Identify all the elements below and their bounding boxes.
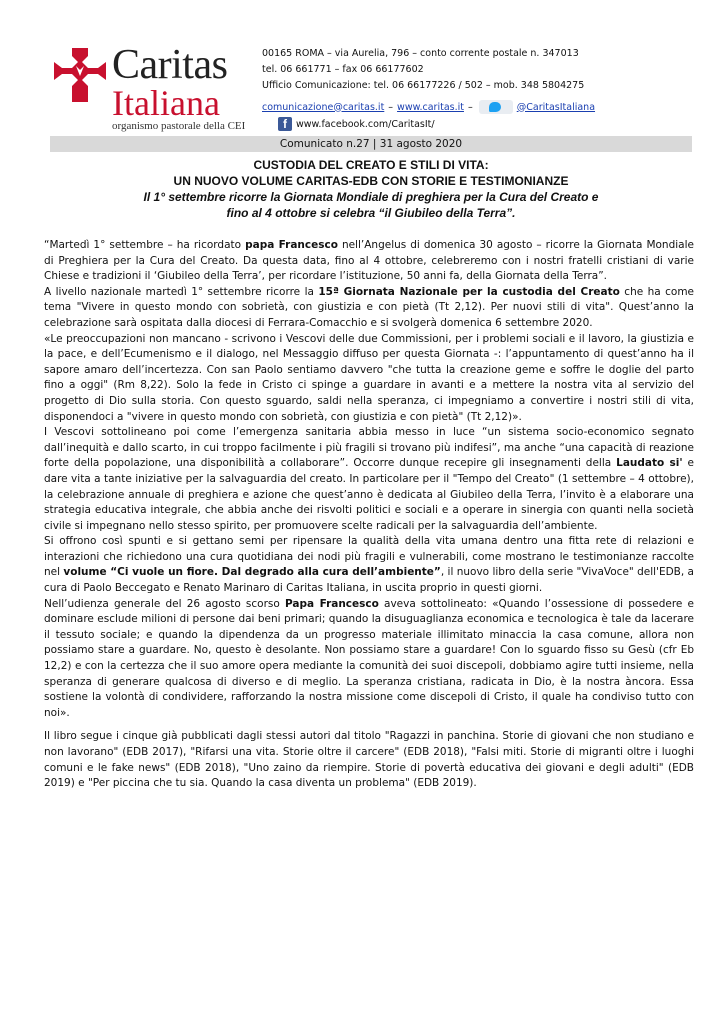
address-line: 00165 ROMA – via Aurelia, 796 – conto corrente postale n. 347013 <box>262 48 579 59</box>
logo-subname: Italiana <box>112 83 220 123</box>
caritas-cross-icon <box>52 46 108 104</box>
subtitle-line-2: fino al 4 ottobre si celebra “il Giubileo della Terra”. <box>226 206 516 220</box>
paragraph: “Martedì 1° settembre – ha ricordato papa Francesco nell’Angelus di domenica 30 agosto – ricorre la Giornata Mondiale di Preghiera per la Cura del Creato. Da questa data, fino al 4 ottobre, celebreremo con i nostri fratelli cristiani di varie Chiese e tradizioni il ‘Giubileo della Terra’, per ricordare l’istituzione, 50 anni fa, della Giornata della Terra”. <box>44 239 694 283</box>
phone-line: tel. 06 661771 – fax 06 66177602 <box>262 64 424 75</box>
website-link[interactable]: www.caritas.it <box>397 101 464 113</box>
email-link[interactable]: comunicazione@caritas.it <box>262 101 385 113</box>
paragraph: Si offrono così spunti e si gettano semi per ripensare la qualità della vita umana dentro una fitta rete di relazioni e interazioni che richiedono una cura quotidiana dei nodi più fragili e vulnerabili, come mostrano le testimonianze raccolte nel volume “Ci vuole un fiore. Dal degrado alla cura dell’ambiente”, il nuovo libro della serie "VivaVoce" dell'EDB, a cura di Paolo Beccegato e Renato Marinaro di Caritas Italiana, in uscita proprio in questi giorni. <box>44 535 694 595</box>
facebook-link[interactable]: www.facebook.com/CaritasIt/ <box>296 118 435 130</box>
links-row <box>262 100 595 114</box>
headline-block <box>50 157 692 221</box>
subtitle-line-1: Il 1° settembre ricorre la Giornata Mondiale di preghiera per la Cura del Creato e <box>143 190 599 204</box>
contact-block <box>262 46 702 94</box>
facebook-icon[interactable]: f <box>278 117 292 131</box>
twitter-link[interactable]: @CaritasItaliana <box>516 101 596 113</box>
paragraph: Nell’udienza generale del 26 agosto scorso Papa Francesco aveva sottolineato: «Quando l’ossessione di possedere e dominare esclude milioni di persone dai beni primari; quando la disuguaglianza economica e tecnologica è tale da lacerare il tessuto sociale; e quando la dipendenza da un progresso materiale illimitato minaccia la casa comune, allora non possiamo stare a guardare. No, questo è desolante. Non possiamo stare a guardare! Con lo sguardo fisso su Gesù (cfr Eb 12,2) e con la certezza che il suo amore opera mediante la comunità dei suoi discepoli, dobbiamo agire tutti insieme, nella speranza di generare qualcosa di diverso e di meglio. La speranza cristiana, radicata in Dio, è la nostra àncora. Essa sostiene la volontà di condividere, rafforzando la nostra missione come discepoli di Cristo, il quale ha condiviso tutto con noi». <box>44 597 694 719</box>
caritas-logo <box>52 42 257 134</box>
separator: – <box>388 101 394 113</box>
article-body <box>44 238 694 792</box>
twitter-icon[interactable] <box>479 100 513 114</box>
logo-tagline: organismo pastorale della CEI <box>112 120 246 132</box>
logo-name: Caritas <box>112 42 228 88</box>
office-line: Ufficio Comunicazione: tel. 06 66177226 / 502 – mob. 348 5804275 <box>262 80 585 91</box>
communique-bar: Comunicato n.27 | 31 agosto 2020 <box>50 136 692 152</box>
separator: – <box>467 101 473 113</box>
headline-line-1: CUSTODIA DEL CREATO E STILI DI VITA: <box>253 158 489 172</box>
paragraph: Il libro segue i cinque già pubblicati dagli stessi autori dal titolo "Ragazzi in panchina. Storie di giovani che non studiano e non lavorano" (EDB 2017), "Rifarsi una vita. Storie oltre il carcere" (EDB 2018), "Falsi miti. Storie di migranti oltre i luoghi comuni e le fake news" (EDB 2018), "Uno zaino da riempire. Storie di povertà educativa dei giovani e degli adulti" (EDB 2019) e "Per piccina che tu sia. Quando la casa diventa un problema" (EDB 2019). <box>44 730 694 790</box>
paragraph: A livello nazionale martedì 1° settembre ricorre la 15ª Giornata Nazionale per la custodia del Creato che ha come tema "Vivere in questo mondo con sobrietà, con giustizia e con pietà (Tt 2,12). Per nuovi stili di vita". Quest’anno la celebrazione sarà ospitata dalla diocesi di Ferrara-Comacchio e si svolgerà domenica 6 settembre 2020. <box>44 285 695 329</box>
headline-line-2: UN NUOVO VOLUME CARITAS-EDB CON STORIE E TESTIMONIANZE <box>173 174 569 188</box>
facebook-row <box>278 117 435 131</box>
paragraph: «Le preoccupazioni non mancano - scrivono i Vescovi delle due Commissioni, per i problemi sociali e il lavoro, la giustizia e la pace, e dell’Ecumenismo e il dialogo, nel Messaggio diffuso per questa Giornata -: l’appuntamento di quest’anno ha il sapore amaro dell’incertezza. Con san Paolo sentiamo davvero "che tutta la creazione geme e soffre le doglie del parto fino a oggi" (Rm 8,22). Solo la fede in Cristo ci spinge a guardare in avanti e a mettere la nostra vita al servizio del progetto di Dio sulla storia. Con questo sguardo, saldi nella speranza, ci impegniamo a convertire i nostri stili di vita, disponendoci a "vivere in questo mondo con sobrietà, con giustizia e con pietà" (Tt 2,12)». <box>44 332 694 423</box>
paragraph: I Vescovi sottolineano poi come l’emergenza sanitaria abbia messo in luce “un sistema socio-economico segnato dall’inequità e dallo scarto, in cui troppo facilmente i più fragili si trovano più indifesi”, ma anche “una capacità di reazione forte della popolazione, una disponibilità a collaborare”. Occorre dunque recepire gli insegnamenti della Laudato si' e dare vita a tante iniziative per la salvaguardia del creato. In particolare per il "Tempo del Creato" (1 settembre – 4 ottobre), la celebrazione annuale di preghiera e azione che quest’anno è dedicata al Giubileo della Terra, l’invito è a elaborare una strategia educativa integrale, che abbia anche dei risvolti politici e sociali e a operare in sinergia con quanti nella società civile si impegnano nello stesso spirito, per promuovere scelte radicali per la salvaguardia dell’ambiente. <box>44 426 694 532</box>
